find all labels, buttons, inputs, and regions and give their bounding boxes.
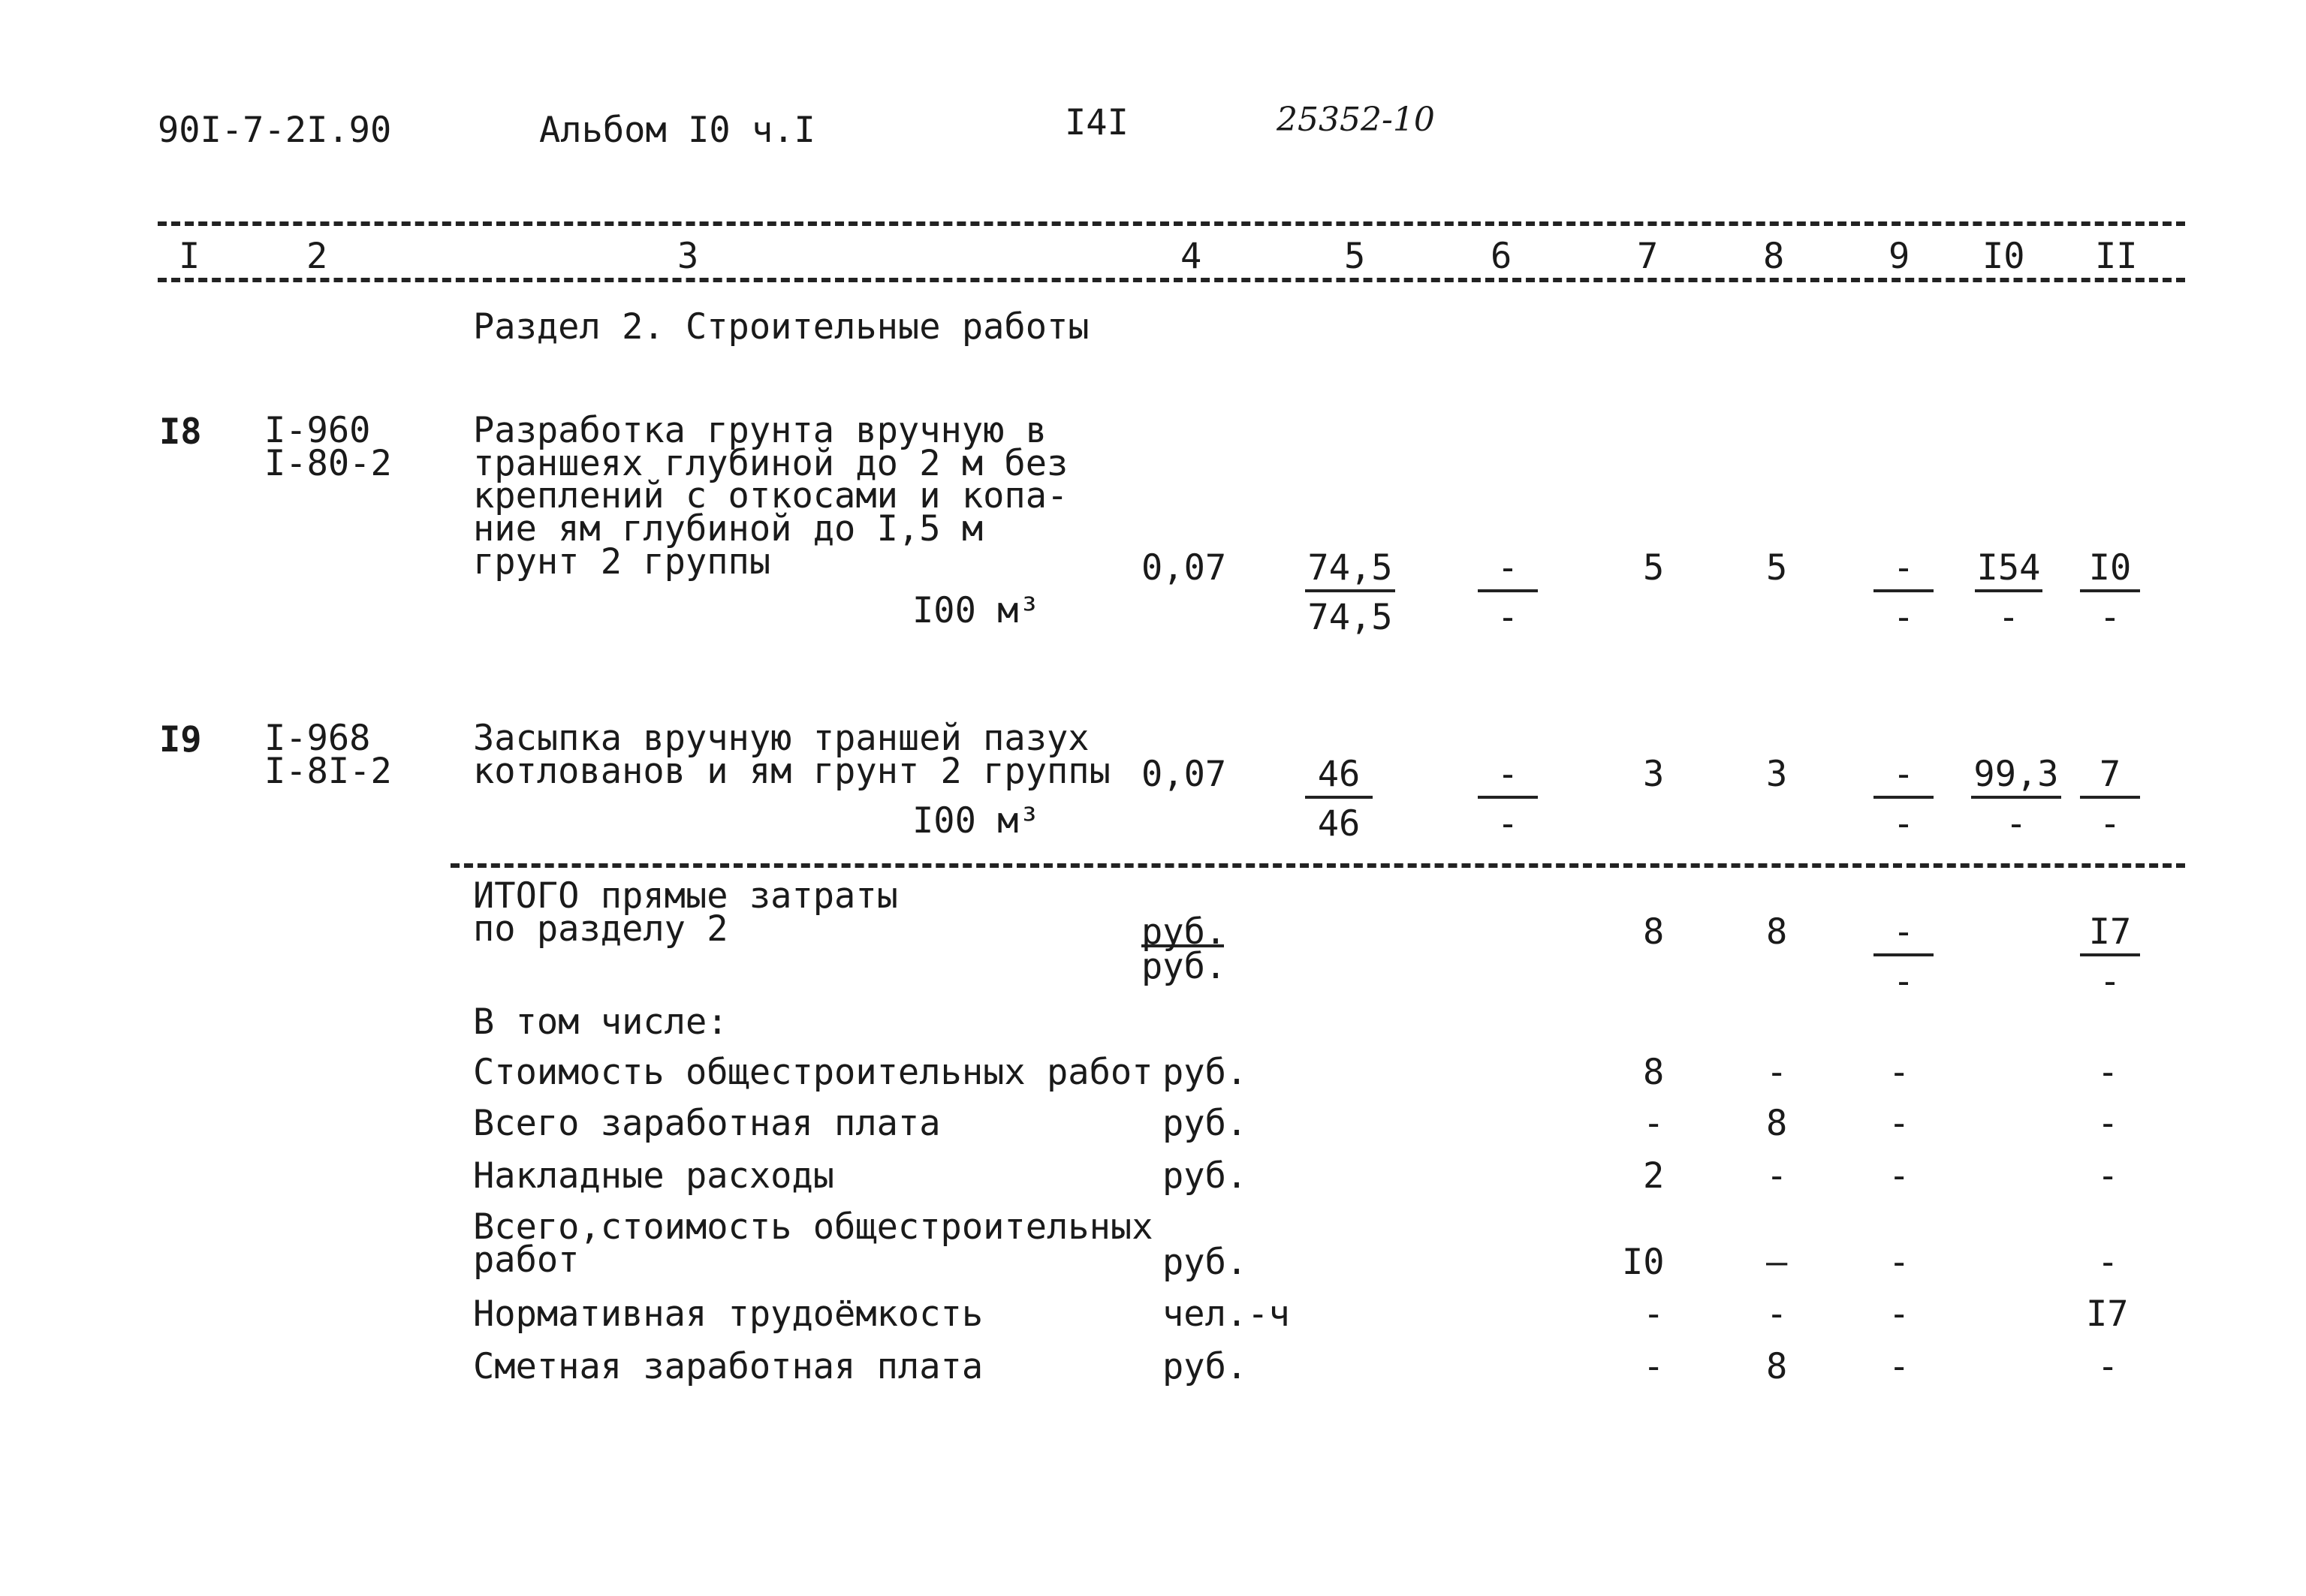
- totals-col7: 8: [1643, 911, 1665, 953]
- summary-col9: -: [1889, 1155, 1910, 1197]
- summary-col9: -: [1889, 1293, 1910, 1335]
- row-quantity: 0,07: [1141, 547, 1227, 589]
- summary-unit: руб.: [1162, 1346, 1248, 1387]
- totals-label: ИТОГО прямые затраты по разделу 2: [473, 875, 898, 950]
- album-label: Альбом I0 ч.I: [539, 110, 815, 151]
- summary-col8: -: [1766, 1293, 1788, 1335]
- row-quantity: 0,07: [1141, 754, 1227, 795]
- header-bottom-rule: [158, 278, 2185, 282]
- row-col5-fraction: $\frac{74,5}{74,5}$: [1305, 550, 1395, 636]
- column-header-3: 3: [677, 236, 699, 277]
- row-description: Засыпка вручную траншей пазух котлованов и ям грунт 2 группы: [473, 718, 1111, 792]
- row-col7: 3: [1643, 754, 1665, 795]
- page-number: I4I: [1065, 102, 1129, 143]
- summary-label: Всего заработная плата: [473, 1103, 941, 1144]
- summary-col7: I0: [1622, 1242, 1665, 1283]
- including-label: В том числе:: [473, 1001, 728, 1043]
- row-col6-fraction: - -: [1478, 757, 1538, 842]
- row-col9-fraction: - -: [1873, 550, 1934, 636]
- summary-unit: руб.: [1162, 1155, 1248, 1197]
- row-description: Разработка грунта вручную в траншеях глубиной до 2 м без креплений с откосами и копа- ние ям глубиной до I,5 м грунт 2 группы: [473, 410, 1069, 583]
- row-col5-fraction: $\frac{46}{46}$: [1305, 757, 1373, 842]
- handwritten-number: 25352-10: [1277, 101, 1435, 139]
- summary-label: Стоимость общестроительных работ: [473, 1052, 1153, 1093]
- totals-rule: [451, 863, 2185, 868]
- row-col7: 5: [1643, 547, 1665, 589]
- totals-col11-fraction: I7 -: [2080, 914, 2140, 1000]
- column-header-11: II: [2095, 236, 2138, 277]
- summary-col11: -: [2097, 1242, 2119, 1283]
- totals-col8: 8: [1766, 911, 1788, 953]
- row-unit: I00 м³: [912, 800, 1040, 842]
- document-code: 90I-7-2I.90: [158, 110, 392, 151]
- row-col11-fraction: 7 -: [2080, 757, 2140, 842]
- summary-label: Всего,стоимость общестроительных работ: [473, 1206, 1153, 1281]
- summary-unit: руб.: [1162, 1103, 1248, 1144]
- column-header-4: 4: [1180, 236, 1202, 277]
- column-header-2: 2: [306, 236, 328, 277]
- totals-col9-fraction: - -: [1873, 914, 1934, 1000]
- summary-col11: -: [2097, 1052, 2119, 1093]
- row-codes: I-968 I-8I-2: [264, 718, 392, 792]
- row-col10-fraction: I54 -: [1975, 550, 2042, 636]
- column-header-10: I0: [1982, 236, 2025, 277]
- summary-col7: 2: [1643, 1155, 1665, 1197]
- row-codes: I-960 I-80-2: [264, 410, 392, 484]
- summary-col11: I7: [2086, 1293, 2129, 1335]
- row-col11-fraction: I0 -: [2080, 550, 2140, 636]
- row-col9-fraction: - -: [1873, 757, 1934, 842]
- summary-col8: -: [1766, 1052, 1788, 1093]
- summary-label: Нормативная трудоёмкость: [473, 1293, 984, 1335]
- column-header-7: 7: [1637, 236, 1659, 277]
- summary-col9: -: [1889, 1242, 1910, 1283]
- column-header-1: I: [179, 236, 200, 277]
- summary-col8: 8: [1766, 1103, 1788, 1144]
- summary-col8: 8: [1766, 1346, 1788, 1387]
- row-number: I9: [159, 719, 202, 760]
- summary-label: Накладные расходы: [473, 1155, 835, 1197]
- totals-unit-fraction: руб. руб.: [1141, 911, 1227, 987]
- summary-col11: -: [2097, 1103, 2119, 1144]
- summary-col9: -: [1889, 1052, 1910, 1093]
- summary-label: Сметная заработная плата: [473, 1346, 984, 1387]
- row-unit: I00 м³: [912, 590, 1040, 631]
- summary-col8: -: [1766, 1155, 1788, 1197]
- section-title: Раздел 2. Строительные работы: [473, 306, 1090, 348]
- summary-col7: 8: [1643, 1052, 1665, 1093]
- row-col8: 3: [1766, 754, 1788, 795]
- row-col6-fraction: - -: [1478, 550, 1538, 636]
- summary-col8: –: [1766, 1242, 1788, 1283]
- row-col8: 5: [1766, 547, 1788, 589]
- column-header-9: 9: [1889, 236, 1910, 277]
- column-header-8: 8: [1763, 236, 1785, 277]
- summary-col11: -: [2097, 1155, 2119, 1197]
- column-header-6: 6: [1491, 236, 1512, 277]
- summary-col9: -: [1889, 1103, 1910, 1144]
- summary-col11: -: [2097, 1346, 2119, 1387]
- row-number: I8: [159, 411, 202, 453]
- summary-unit: руб.: [1162, 1242, 1248, 1283]
- header-top-rule: [158, 221, 2185, 226]
- summary-col7: -: [1643, 1103, 1665, 1144]
- summary-unit: руб.: [1162, 1052, 1248, 1093]
- summary-col7: -: [1643, 1293, 1665, 1335]
- summary-col7: -: [1643, 1346, 1665, 1387]
- column-header-5: 5: [1344, 236, 1366, 277]
- row-col10-fraction: 99,3 -: [1971, 757, 2061, 842]
- summary-col9: -: [1889, 1346, 1910, 1387]
- summary-unit: чел.-ч: [1162, 1293, 1290, 1335]
